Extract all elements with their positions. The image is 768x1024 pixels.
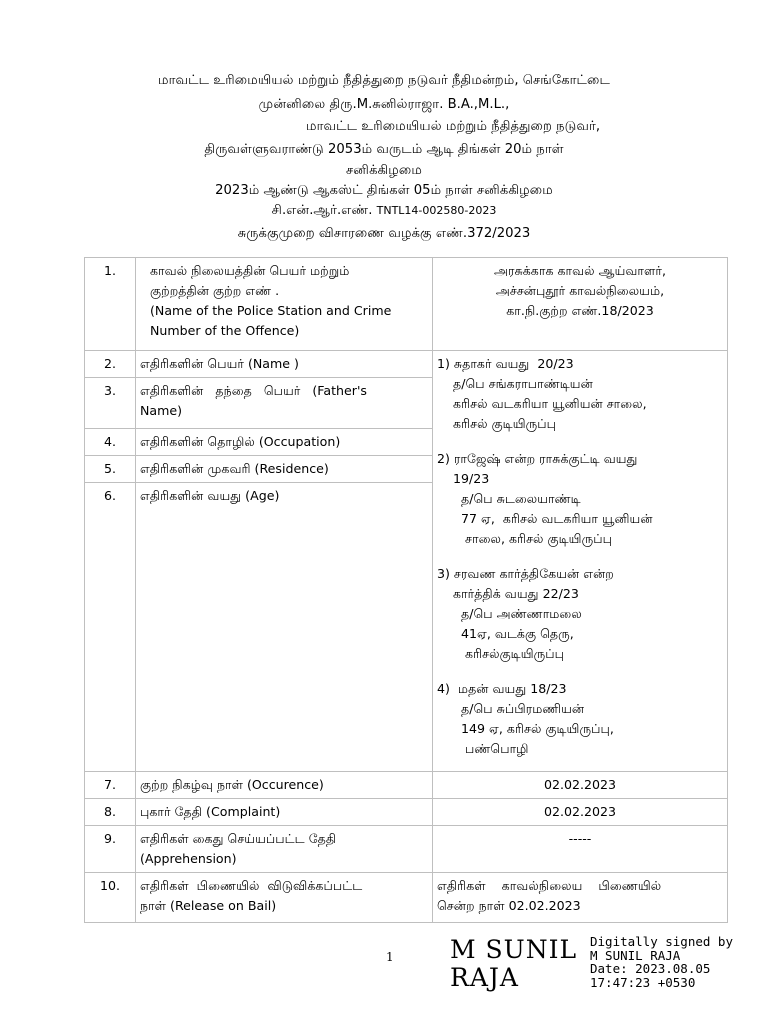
row-number: 8. [85, 799, 136, 826]
accused-line: கரிசல் வடகரியா யூனியன் சாலை, [437, 396, 647, 411]
occupation-label: எதிரிகளின் தொழில் (Occupation) [136, 429, 433, 456]
accused-line: 3) சரவண கார்த்திகேயன் என்ற [437, 566, 614, 581]
accused-line: 149 ஏ, கரிசல் குடியிருப்பு, [437, 721, 614, 736]
label-tamil-2: குற்றத்தின் குற்ற எண் . [150, 283, 280, 298]
sig-line-3: Date: 2023.08.05 [590, 961, 711, 976]
table-row [85, 826, 728, 873]
accused-details-cell [433, 351, 728, 772]
label-tamil-1: காவல் நிலையத்தின் பெயர் மற்றும் [150, 263, 350, 278]
accused-entry [437, 564, 723, 664]
label-english-2: Number of the Offence) [150, 323, 300, 338]
residence-label: எதிரிகளின் முகவரி (Residence) [136, 456, 433, 483]
row-number: 9. [85, 826, 136, 873]
sig-line-2: M SUNIL RAJA [590, 947, 681, 963]
accused-line: 77 ஏ, கரிசல் வடகரியா யூனியன் [437, 511, 653, 526]
value-line-1: அரசுக்காக காவல் ஆய்வாளர், [494, 263, 666, 278]
table-row [85, 772, 728, 799]
accused-line: த/பெ சுடலையாண்டி [437, 491, 581, 506]
value-line-2: சென்ற நாள் 02.02.2023 [437, 898, 581, 913]
apprehension-date: ----- [433, 826, 728, 873]
row-number: 2. [85, 351, 136, 378]
sig-line-1: Digitally signed by [590, 934, 733, 949]
accused-line: கரிசல் குடியிருப்பு [437, 416, 557, 431]
occurrence-label: குற்ற நிகழ்வு நாள் (Occurence) [136, 772, 433, 799]
label-line-1: எதிரிகள் கைது செய்யப்பட்ட தேதி [140, 831, 337, 846]
tamil-date-line: திருவள்ளுவராண்டு 2053ம் வருடம் ஆடி திங்கள் 20ம் நாள் [204, 142, 564, 157]
digital-signature-info [590, 935, 733, 989]
accused-line: த/பெ சுப்பிரமணியன் [437, 701, 585, 716]
bail-label-cell [136, 873, 433, 923]
value-line-3: கா.நி.குற்ற எண்.18/2023 [506, 303, 654, 318]
complaint-label: புகார் தேதி (Complaint) [136, 799, 433, 826]
accused-entry [437, 449, 723, 549]
occurrence-date: 02.02.2023 [433, 772, 728, 799]
label-line-2: Name) [140, 403, 183, 418]
table-row [85, 258, 728, 351]
row-number: 4. [85, 429, 136, 456]
accused-line: த/பெ அண்ணாமலை [437, 606, 582, 621]
label-line-1: எதிரிகளின் தந்தை பெயர் (Father's [140, 383, 367, 398]
accused-line: த/பெ சங்கராபாண்டியன் [437, 376, 593, 391]
value-line-1: எதிரிகள் காவல்நிலைய பிணையில் [437, 878, 662, 893]
page-number: 1 [386, 950, 394, 964]
accused-name-label: எதிரிகளின் பெயர் (Name ) [136, 351, 433, 378]
row-number: 1. [85, 258, 136, 351]
sig-line-4: 17:47:23 +0530 [590, 974, 696, 990]
signer-name-line-1: M SUNIL [450, 935, 578, 964]
tamil-day-line: சனிக்கிழமை [345, 163, 423, 178]
court-name: மாவட்ட உரிமையியல் மற்றும் நீதித்துறை நடுவர் நீதிமன்றம், செங்கோட்டை [157, 73, 610, 88]
officer-designation: மாவட்ட உரிமையியல் மற்றும் நீதித்துறை நடுவர், [306, 119, 601, 134]
row-number: 3. [85, 378, 136, 429]
accused-line: கார்த்திக் வயது 22/23 [437, 586, 579, 601]
cnr-value: TNTL14-002580-2023 [376, 204, 497, 217]
value-line-2: அச்சன்புதூர் காவல்நிலையம், [495, 283, 665, 298]
accused-line: 1) சுதாகர் வயது 20/23 [437, 356, 574, 371]
label-english-1: (Name of the Police Station and Crime [150, 303, 392, 318]
case-number: சுருக்குமுறை விசாரணை வழக்கு எண்.372/2023 [237, 226, 531, 241]
police-station-label-cell [136, 258, 433, 351]
table-row [85, 873, 728, 923]
police-station-value-cell [433, 258, 728, 351]
accused-line: பண்பொழி [437, 741, 529, 756]
accused-line: 41ஏ, வடக்கு தெரு, [437, 626, 574, 641]
row-number: 10. [85, 873, 136, 923]
table-row [85, 351, 728, 378]
accused-line: 19/23 [437, 471, 490, 486]
apprehension-label-cell [136, 826, 433, 873]
accused-entry [437, 679, 723, 759]
row-number: 7. [85, 772, 136, 799]
presiding-officer: முன்னிலை திரு.M.சுனில்ராஜா. B.A.,M.L., [258, 97, 510, 112]
case-details-table [84, 257, 728, 923]
label-line-2: (Apprehension) [140, 851, 237, 866]
label-line-1: எதிரிகள் பிணையில் விடுவிக்கப்பட்ட [140, 878, 363, 893]
father-name-label-cell [136, 378, 433, 429]
signer-name [450, 936, 577, 992]
row-number: 6. [85, 483, 136, 772]
complaint-date: 02.02.2023 [433, 799, 728, 826]
accused-entry [437, 354, 723, 434]
cnr-number [0, 202, 768, 219]
accused-line: கரிசல்குடியிருப்பு [437, 646, 565, 661]
table-row [85, 799, 728, 826]
accused-line: 4) மதன் வயது 18/23 [437, 681, 567, 696]
accused-line: சாலை, கரிசல் குடியிருப்பு [437, 531, 612, 546]
bail-value-cell [433, 873, 728, 923]
english-date-line: 2023ம் ஆண்டு ஆகஸ்ட் திங்கள் 05ம் நாள் சனிக்கிழமை [215, 183, 553, 198]
cnr-label: சி.என்.ஆர்.எண். [271, 203, 373, 218]
accused-line: 2) ராஜேஷ் என்ற ராசுக்குட்டி வயது [437, 451, 638, 466]
age-label: எதிரிகளின் வயது (Age) [136, 483, 433, 772]
label-line-2: நாள் (Release on Bail) [140, 898, 277, 913]
signer-name-line-2: RAJA [450, 963, 519, 992]
row-number: 5. [85, 456, 136, 483]
